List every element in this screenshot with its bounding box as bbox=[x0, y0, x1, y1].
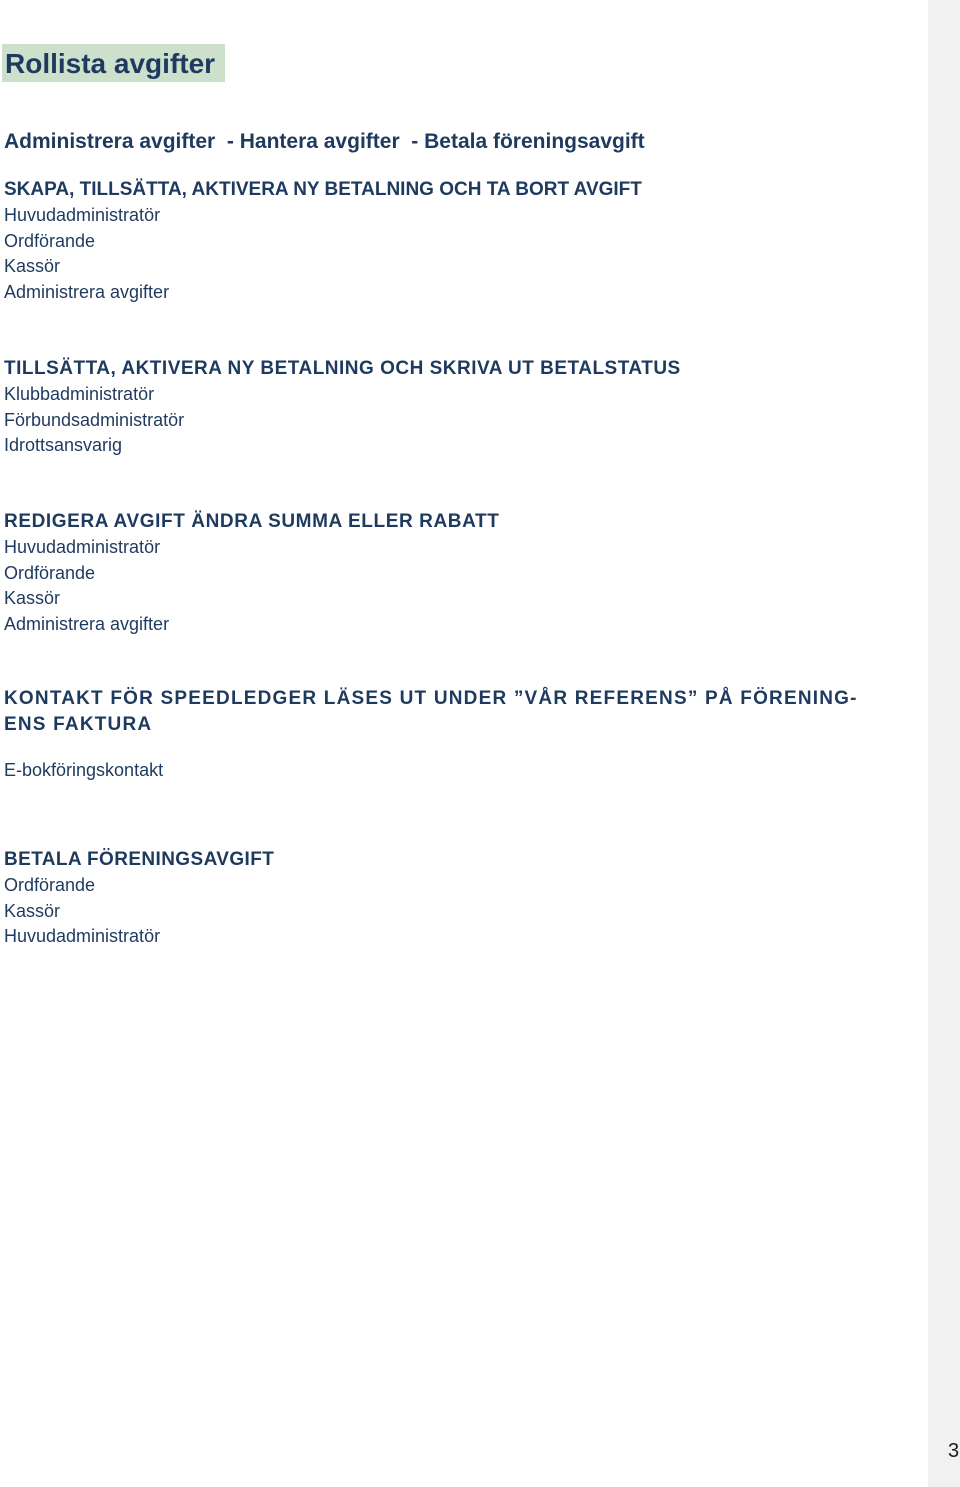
role-item: Administrera avgifter bbox=[4, 614, 170, 635]
section-heading-continued: ENS FAKTURA bbox=[4, 714, 153, 735]
page-subtitle: Administrera avgifter - Hantera avgifter - Betala föreningsavgift bbox=[4, 130, 645, 153]
section-speedledger-contact bbox=[4, 686, 929, 784]
section-create-fee bbox=[4, 177, 929, 306]
page-title: Rollista avgifter bbox=[2, 44, 225, 82]
role-item: Administrera avgifter bbox=[4, 282, 170, 303]
section-edit-fee bbox=[4, 509, 929, 638]
role-item: Huvudadministratör bbox=[4, 205, 161, 225]
section-print-status bbox=[4, 356, 929, 459]
role-item: Ordförande bbox=[4, 875, 96, 895]
page-margin-strip bbox=[928, 0, 960, 1487]
role-item: Ordförande bbox=[4, 230, 96, 251]
role-item: Förbundsadministratör bbox=[4, 409, 185, 430]
section-heading: BETALA FÖRENINGSAVGIFT bbox=[4, 849, 275, 870]
page-number: 3 bbox=[948, 1440, 960, 1462]
role-item: Kassör bbox=[4, 256, 61, 277]
role-item: Idrottsansvarig bbox=[4, 435, 123, 456]
role-item: Kassör bbox=[4, 900, 61, 921]
section-heading: REDIGERA AVGIFT ÄNDRA SUMMA ELLER RABATT bbox=[4, 511, 500, 532]
role-item: Klubbadministratör bbox=[4, 384, 155, 404]
role-item: E-bokföringskontakt bbox=[4, 760, 164, 780]
role-item: Ordförande bbox=[4, 562, 96, 583]
role-item: Huvudadministratör bbox=[4, 537, 161, 557]
section-heading: TILLSÄTTA, AKTIVERA NY BETALNING OCH SKRIVA UT BETALSTATUS bbox=[4, 358, 681, 379]
section-heading: SKAPA, TILLSÄTTA, AKTIVERA NY BETALNING OCH TA BORT AVGIFT bbox=[4, 179, 642, 200]
section-heading: KONTAKT FÖR SPEEDLEDGER LÄSES UT UNDER ”VÅR REFERENS” PÅ FÖRENING- bbox=[4, 688, 858, 709]
role-item: Huvudadministratör bbox=[4, 926, 161, 947]
section-pay-association-fee bbox=[4, 847, 929, 950]
role-item: Kassör bbox=[4, 588, 61, 609]
